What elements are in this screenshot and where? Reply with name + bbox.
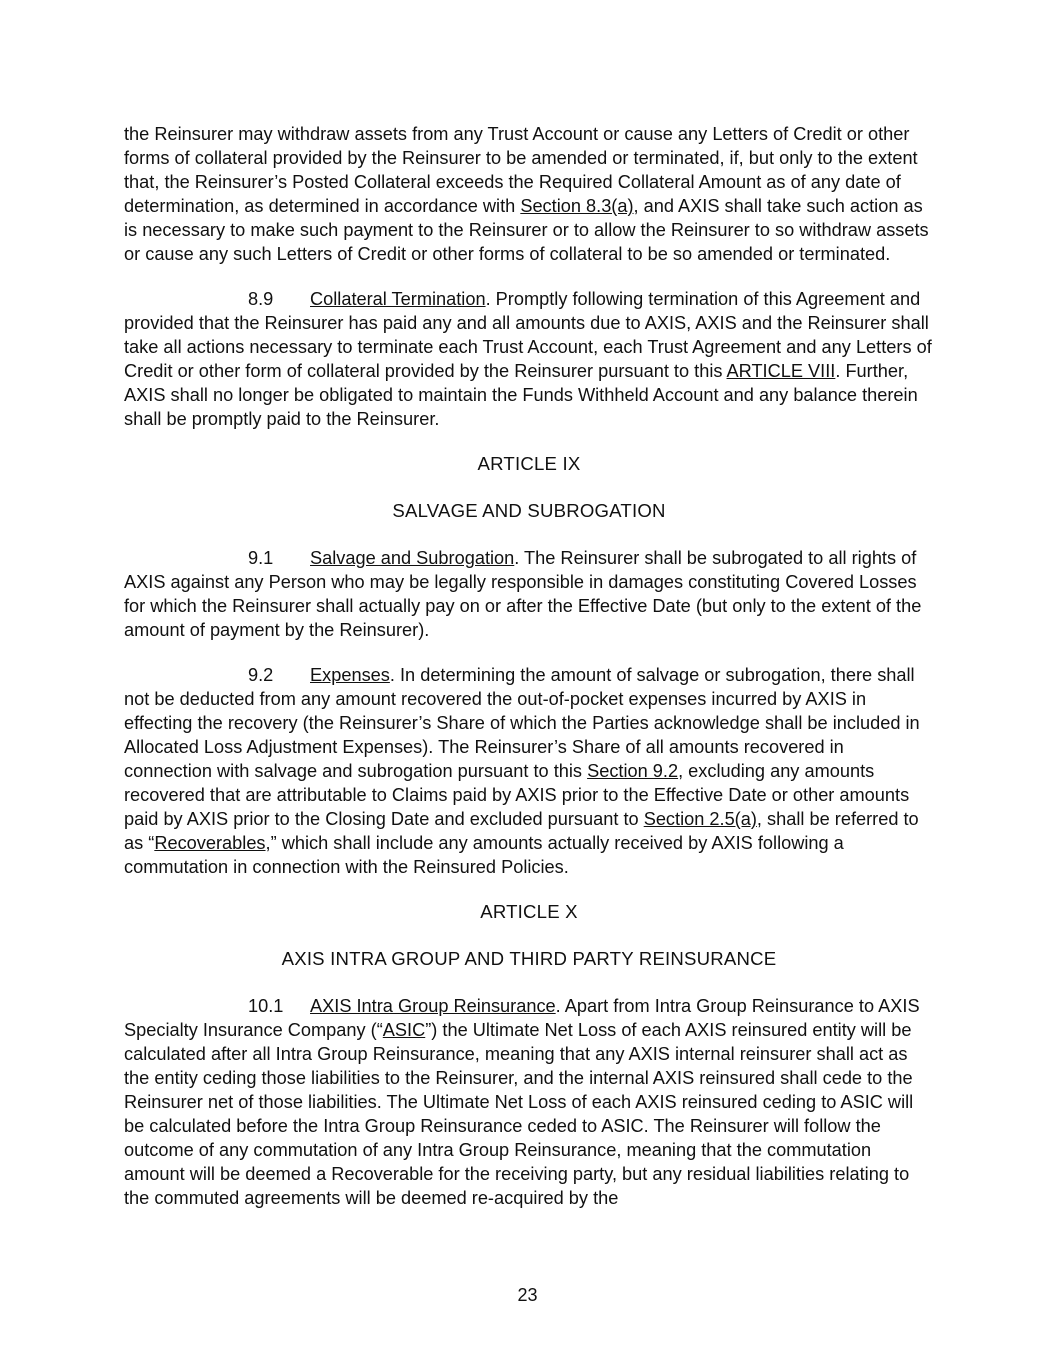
text: . The Reinsurer shall be subrogated to all rights of AXIS against any Person who may be legally responsible in damages constituting Covered Losses for which the Reinsurer shall actually pay on or after the Effective Date (but only to the extent of the amount of payment by the Reinsurer). xyxy=(124,548,922,640)
paragraph-continuation xyxy=(124,122,934,266)
document-page xyxy=(124,122,934,1231)
text: ”) the Ultimate Net Loss of each AXIS reinsured entity will be calculated after all Intra Group Reinsurance, meaning that any AXIS internal reinsurer shall act as the entity ceding those liabilities to the Reinsurer, and the internal AXIS reinsured shall cede to the Reinsurer net of those liabilities. The Ultimate Net Loss of each AXIS reinsured ceding to ASIC will be calculated before the Intra Group Reinsurance ceded to ASIC. The Reinsurer will follow the outcome of any commutation of any Intra Group Reinsurance, meaning that the commutation amount will be deemed a Recoverable for the receiving party, but any residual liabilities relating to the commuted agreements will be deemed re-acquired by the xyxy=(124,1020,914,1208)
article-title: AXIS INTRA GROUP AND THIRD PARTY REINSURANCE xyxy=(281,948,777,969)
section-number: 8.9 xyxy=(248,289,274,309)
section-9-1 xyxy=(124,546,934,642)
section-title: Collateral Termination xyxy=(310,289,486,309)
text: . In determining the amount of salvage or subrogation, there shall not be deducted from any amount recovered the out-of-pocket expenses incurred by AXIS in effecting the recovery (the Reinsurer’s Share of which the Parties acknowledge shall be included in Allocated Loss Adjustment Expenses). The Reinsurer’s Share of all amounts recovered in connection with salvage and subrogation pursuant to this xyxy=(124,665,920,781)
text: . Further, AXIS shall no longer be obligated to maintain the Funds Withheld Account and any balance therein shall be promptly paid to the Reinsurer. xyxy=(124,361,918,429)
section-title: Salvage and Subrogation xyxy=(310,548,515,568)
text: the Reinsurer may withdraw assets from any Trust Account or cause any Letters of Credit or other forms of collateral provided by the Reinsurer to be amended or terminated, if, but only to the extent that, the Reinsurer’s Posted Collateral exceeds the Required Collateral Amount as of any date of determination, as determined in accordance with xyxy=(124,124,918,216)
article-heading: ARTICLE X xyxy=(480,901,578,922)
section-8-9 xyxy=(124,287,934,431)
text: . Promptly following termination of this Agreement and provided that the Reinsurer has paid any and all amounts due to AXIS, AXIS and the Reinsurer shall take all actions necessary to terminate each Trust Account, each Trust Agreement and any Letters of Credit or other form of collateral provided by the Reinsurer pursuant to this xyxy=(124,289,932,381)
text: , and AXIS shall take such action as is necessary to make such payment to the Reinsurer or to allow the Reinsurer to so withdraw assets or cause any such Letters of Credit or other forms of collateral to be so amended or terminated. xyxy=(124,196,929,264)
section-number: 9.2 xyxy=(248,665,274,685)
section-10-1 xyxy=(124,994,934,1210)
section-number: 9.1 xyxy=(248,548,274,568)
text: . Apart from Intra Group Reinsurance to AXIS Specialty Insurance Company (“ xyxy=(124,996,920,1040)
section-9-2 xyxy=(124,663,934,879)
section-reference: Section 2.5(a) xyxy=(643,809,757,829)
defined-term: ASIC xyxy=(382,1020,426,1040)
article-heading: ARTICLE IX xyxy=(477,453,581,474)
article-title: SALVAGE AND SUBROGATION xyxy=(392,500,666,521)
section-number: 10.1 xyxy=(248,996,284,1016)
section-title: AXIS Intra Group Reinsurance xyxy=(310,996,556,1016)
section-reference: Section 9.2 xyxy=(587,761,679,781)
page-number: 23 xyxy=(517,1285,538,1305)
section-reference: Section 8.3(a) xyxy=(520,196,634,216)
text: , excluding any amounts recovered that are attributable to Claims paid by AXIS prior to the Effective Date or other amounts paid by AXIS prior to the Closing Date and excluded pursuant to xyxy=(124,761,910,829)
text: ,” which shall include any amounts actually received by AXIS following a commutation in connection with the Reinsured Policies. xyxy=(124,833,844,877)
defined-term: Recoverables xyxy=(154,833,266,853)
text: , shall be referred to as “ xyxy=(124,809,919,853)
article-reference: ARTICLE VIII xyxy=(726,361,836,381)
section-title: Expenses xyxy=(310,665,390,685)
